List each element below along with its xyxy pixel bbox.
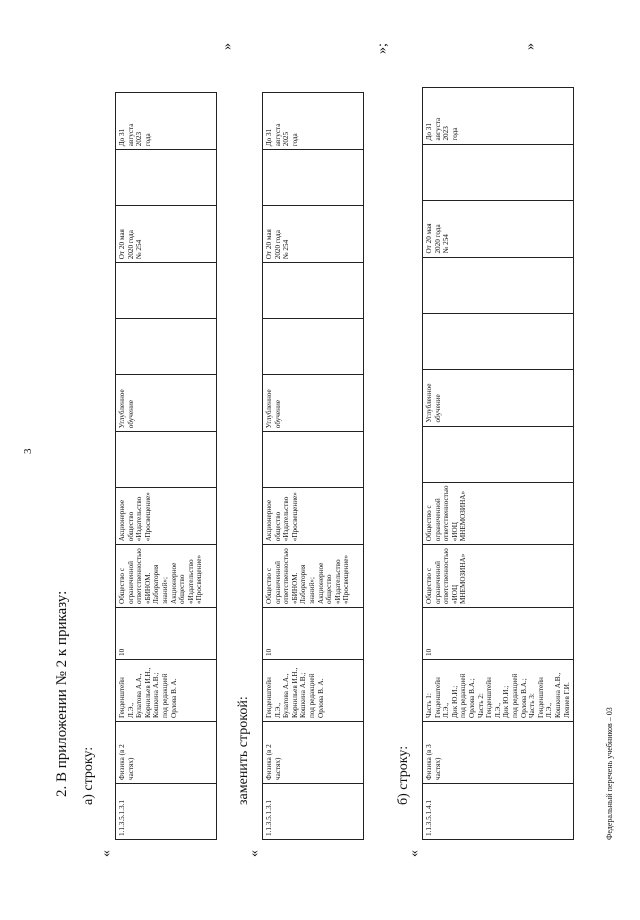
table-row [423, 87, 574, 839]
close-quote-replace: »; [375, 43, 390, 54]
cell-text: 1.1.3.5.1.3.1 [118, 800, 126, 836]
label-a: а) строку: [81, 746, 96, 805]
cell-term [423, 87, 574, 144]
cell-level [263, 375, 364, 432]
cell-text: Физика (в 2 частях) [118, 744, 135, 780]
section-heading: 2. В приложении № 2 к приказу: [54, 590, 70, 797]
cell-text: 10 [265, 648, 273, 656]
cell-text: От 20 мая 2020 года № 254 [265, 229, 291, 260]
cell-text: До 31 августа 2023 года [118, 123, 152, 147]
cell-grade [263, 608, 364, 660]
cell-publisher [423, 545, 574, 608]
table-row-a [115, 92, 217, 840]
cell-blank-3 [116, 263, 217, 319]
cell-order [423, 200, 574, 257]
cell-text: Углубленное обучение [118, 389, 135, 429]
cell-blank-4 [116, 150, 217, 206]
cell-code [116, 784, 217, 840]
cell-publisher-b [116, 488, 217, 545]
table-row [263, 93, 364, 840]
cell-text: Генденштейн Л.Э., Булатова А.А., Корнильев И.Н., Кошкина А.В.; под редакцией Орлова В. А. [118, 667, 178, 718]
cell-text: 10 [118, 648, 126, 656]
label-replace: заменить строкой: [236, 696, 251, 805]
cell-blank-1 [116, 432, 217, 488]
cell-text: Углубленное обучение [265, 389, 282, 429]
cell-order [263, 206, 364, 263]
cell-text: Углубленное обучение [425, 383, 442, 423]
cell-level [116, 375, 217, 432]
cell-text: Акционерное общество «Издательство «Просвещение» [265, 492, 299, 542]
cell-publisher-b [263, 488, 364, 545]
cell-blank-3 [423, 257, 574, 313]
cell-grade [423, 608, 574, 660]
cell-term [263, 93, 364, 150]
cell-code [423, 784, 574, 840]
label-b: б) строку: [396, 745, 411, 805]
cell-level [423, 369, 574, 426]
close-quote-b: » [523, 43, 538, 50]
cell-blank-4 [423, 144, 574, 200]
cell-text: 1.1.3.5.1.3.1 [265, 800, 273, 836]
cell-publisher-b [423, 482, 574, 545]
cell-blank-1 [423, 426, 574, 482]
table-row-b [422, 87, 574, 840]
cell-text: Часть 1: Генденштейн Л.Э., Дик Ю.И.; под редакцией Орлова В.А.; Часть 2: Генденштейн Л.Э., Дик Ю.И.; под редакцией Орлова В.А.; Часть 3: Генденштейн Л.Э., Кошкина А.В., Левиев Г.И. [425, 672, 571, 718]
cell-blank-4 [263, 150, 364, 206]
cell-publisher [263, 545, 364, 608]
cell-text: Общество с ограниченной ответственностью «БИНОМ. Лаборатория знаний»; Акционерное общество «Издательство «Просвещение» [118, 548, 204, 604]
cell-term [116, 93, 217, 150]
open-quote-replace: « [247, 850, 262, 857]
table-row [116, 93, 217, 840]
cell-text: 1.1.3.5.1.4.1 [425, 800, 433, 836]
cell-publisher [116, 545, 217, 608]
page-number: 3 [22, 448, 34, 454]
cell-order [116, 206, 217, 263]
table-row-replace [262, 92, 364, 840]
cell-subject [423, 722, 574, 784]
close-quote-a: » [220, 43, 235, 50]
cell-blank-1 [263, 432, 364, 488]
cell-text: От 20 мая 2020 года № 254 [425, 223, 451, 254]
cell-subject [116, 722, 217, 784]
cell-blank-2 [263, 319, 364, 375]
cell-subject [263, 722, 364, 784]
cell-text: До 31 августа 2023 года [425, 117, 459, 141]
footer-text: Федеральный перечень учебников – 03 [605, 707, 614, 840]
cell-text: Генденштейн Л.Э., Булатова А.А., Корнильев И.Н., Кошкина А.В.; под редакцией Орлова В. А. [265, 667, 325, 718]
open-quote-a: « [99, 850, 114, 857]
cell-text: 10 [425, 648, 433, 656]
cell-blank-2 [423, 313, 574, 369]
cell-text: Общество с ограниченной ответственностью «БИНОМ. Лаборатория знаний»; Акционерное общество «Издательство «Просвещение» [265, 548, 351, 604]
cell-blank-2 [116, 319, 217, 375]
cell-authors [263, 660, 364, 722]
cell-blank-3 [263, 263, 364, 319]
cell-text: До 31 августа 2025 года [265, 123, 299, 147]
cell-text: Общество с ограниченной ответственностью «ИОЦ МНЕМОЗИНА» [425, 485, 468, 542]
cell-authors [116, 660, 217, 722]
cell-authors [423, 660, 574, 722]
cell-text: От 20 мая 2020 года № 254 [118, 229, 144, 260]
cell-text: Акционерное общество «Издательство «Просвещение» [118, 492, 152, 542]
cell-grade [116, 608, 217, 660]
cell-text: Физика (в 3 частях) [425, 744, 442, 780]
open-quote-b: « [407, 850, 422, 857]
cell-text: Физика (в 2 частях) [265, 744, 282, 780]
cell-text: Общество с ограниченной ответственностью «ИОЦ МНЕМОЗИНА» [425, 548, 468, 604]
cell-code [263, 784, 364, 840]
